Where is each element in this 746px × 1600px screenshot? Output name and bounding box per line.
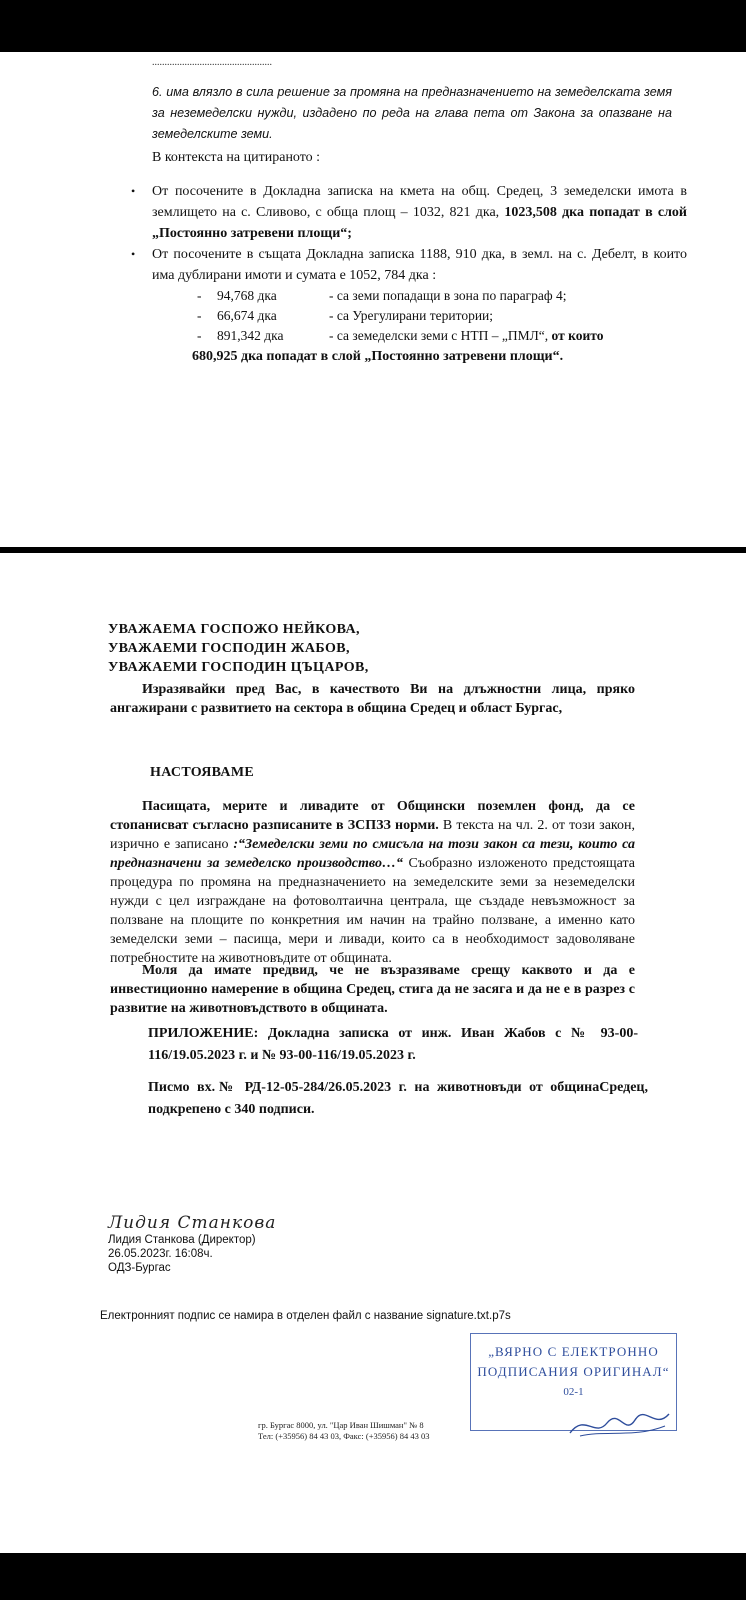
greeting-line: УВАЖАЕМА ГОСПОЖО НЕЙКОВА, xyxy=(108,622,360,637)
greeting-line: УВАЖАЕМИ ГОСПОДИН ЖАБОВ, xyxy=(108,641,350,656)
sub-amount: 94,768 дка xyxy=(217,288,277,303)
sub-desc-bold: от които xyxy=(551,328,604,343)
handwritten-signature: Лидия Станкова xyxy=(108,1213,277,1233)
list-item xyxy=(127,181,687,244)
signature-block xyxy=(108,1213,276,1275)
top-black-bar xyxy=(0,0,746,52)
insist-heading: НАСТОЯВАМЕ xyxy=(150,765,254,780)
main-quote: :“Земеделски земи по смисъла на този закон са тези, които са предназначени за земеделско производство…“ xyxy=(110,837,635,871)
bullet-icon: • xyxy=(131,184,136,198)
appendix-paragraph: ПРИЛОЖЕНИЕ: Докладна записка от инж. Иван Жабов с № 93-00-116/19.05.2023 г. и № 93-00-116/19.05.2023 г. xyxy=(148,1026,638,1063)
sub-list xyxy=(152,286,687,346)
intro-paragraph: Изразявайки пред Вас, в качеството Ви на длъжностни лица, пряко ангажирани с развитието на сектора в община Средец и област Бургас, xyxy=(110,682,635,716)
signer-name: Лидия Станкова (Директор) xyxy=(108,1234,256,1246)
stamp-line: ПОДПИСАНИЯ ОРИГИНАЛ“ xyxy=(477,1364,670,1379)
sub-item xyxy=(152,306,687,326)
stamp-line: 02-1 xyxy=(563,1386,584,1398)
bullet2-text: От посочените в същата Докладна записка 1188, 910 дка, в земл. на с. Дебелт, в които има дублирани имоти и сумата е 1052, 784 дка : xyxy=(152,247,687,283)
letter-paragraph: Писмо вх.№ РД-12-05-284/26.05.2023 г. на животновъди от общинаСредец, подкрепено с 340 подписи. xyxy=(148,1080,648,1117)
context-line: В контекста на цитираното : xyxy=(152,150,321,165)
sub-desc xyxy=(329,326,603,346)
main-text-1: В текста на чл. 2. от този закон, изрично е записано xyxy=(110,818,635,852)
sub-item xyxy=(152,286,687,306)
sub-desc-text: - са земеделски земи с НТП – „ПМЛ“, xyxy=(329,328,552,343)
document-page-1 xyxy=(0,52,746,547)
sub-desc: - са Урегулирани територии; xyxy=(329,308,494,323)
sub-item xyxy=(152,326,687,346)
stamp-line: „ВЯРНО С ЕЛЕКТРОННО xyxy=(488,1344,659,1359)
footer-line: гр. Бургас 8000, ул. "Цар Иван Шишман" № 8 xyxy=(258,1420,424,1430)
list-item xyxy=(127,244,687,367)
dash: - xyxy=(197,288,202,303)
footer-line: Тел: (+35956) 84 43 03, Факс: (+35956) 84 43 03 xyxy=(258,1431,430,1441)
dash: - xyxy=(197,308,202,323)
main-text-2: Съобразно изложеното предстоящата процедура по промяна на предназначението на земеделските земи за неземеделски нужди с цел изграждане на фотоволтаична централа, ще създаде невъзможност за ползване на площите по конкретния им начин на трайно ползване, а именно като земеделски земи – пасища, мери и ливади, които са в необходимост задоволяване потребностите на животновъдите от общината. xyxy=(110,856,635,966)
sub-amount: 891,342 дка xyxy=(217,328,284,343)
bottom-black-bar xyxy=(0,1553,746,1600)
greeting-line: УВАЖАЕМИ ГОСПОДИН ЦЪЦАРОВ, xyxy=(108,660,369,675)
greetings xyxy=(108,620,369,677)
main-bold: Пасищата, мерите и ливадите от Общински поземлен фонд, да се стопанисват съгласно разписаните в ЗСПЗЗ норми. xyxy=(110,799,635,833)
sub-desc: - са земи попадащи в зона по параграф 4; xyxy=(329,288,567,303)
sub-tail: 680,925 дка попадат в слой „Постоянно затревени площи“. xyxy=(192,349,564,364)
signer-org: ОДЗ-Бургас xyxy=(108,1262,171,1274)
footer-address xyxy=(258,1420,429,1442)
signed-at: 26.05.2023г. 16:08ч. xyxy=(108,1248,213,1260)
main-paragraph xyxy=(110,797,635,968)
sub-amount: 66,674 дка xyxy=(217,308,277,323)
dash: - xyxy=(197,328,202,343)
stamp-signature-icon xyxy=(565,1408,675,1443)
bullet-icon: • xyxy=(131,247,136,261)
esignature-note: Електронният подпис се намира в отделен файл с название signature.txt.p7s xyxy=(100,1310,511,1322)
bullet1-bold: 1023,508 дка попадат в слой „Постоянно затревени площи“; xyxy=(152,205,687,241)
bullet1-text: От посочените в Докладна записка на кмета на общ. Средец, 3 земеделски имота в землището на с. Сливово, с обща площ – 1032, 821 дка, xyxy=(152,184,687,220)
item-6-paragraph: 6. има влязло в сила решение за промяна на предназначението на земеделската земя за неземеделски нужди, издадено по реда на глава пета от Закона за опазване на земеделските земи. xyxy=(152,85,672,141)
dotted-line: ................................................ xyxy=(152,57,272,68)
bullet-list xyxy=(127,181,687,367)
please-paragraph: Моля да имате предвид, че не възразяваме срещу каквото и да е инвестиционно намерение в община Средец, стига да не засяга и да не е в разрез с развитие на животновъдството в общината. xyxy=(110,963,635,1016)
document-page-2 xyxy=(0,553,746,1553)
